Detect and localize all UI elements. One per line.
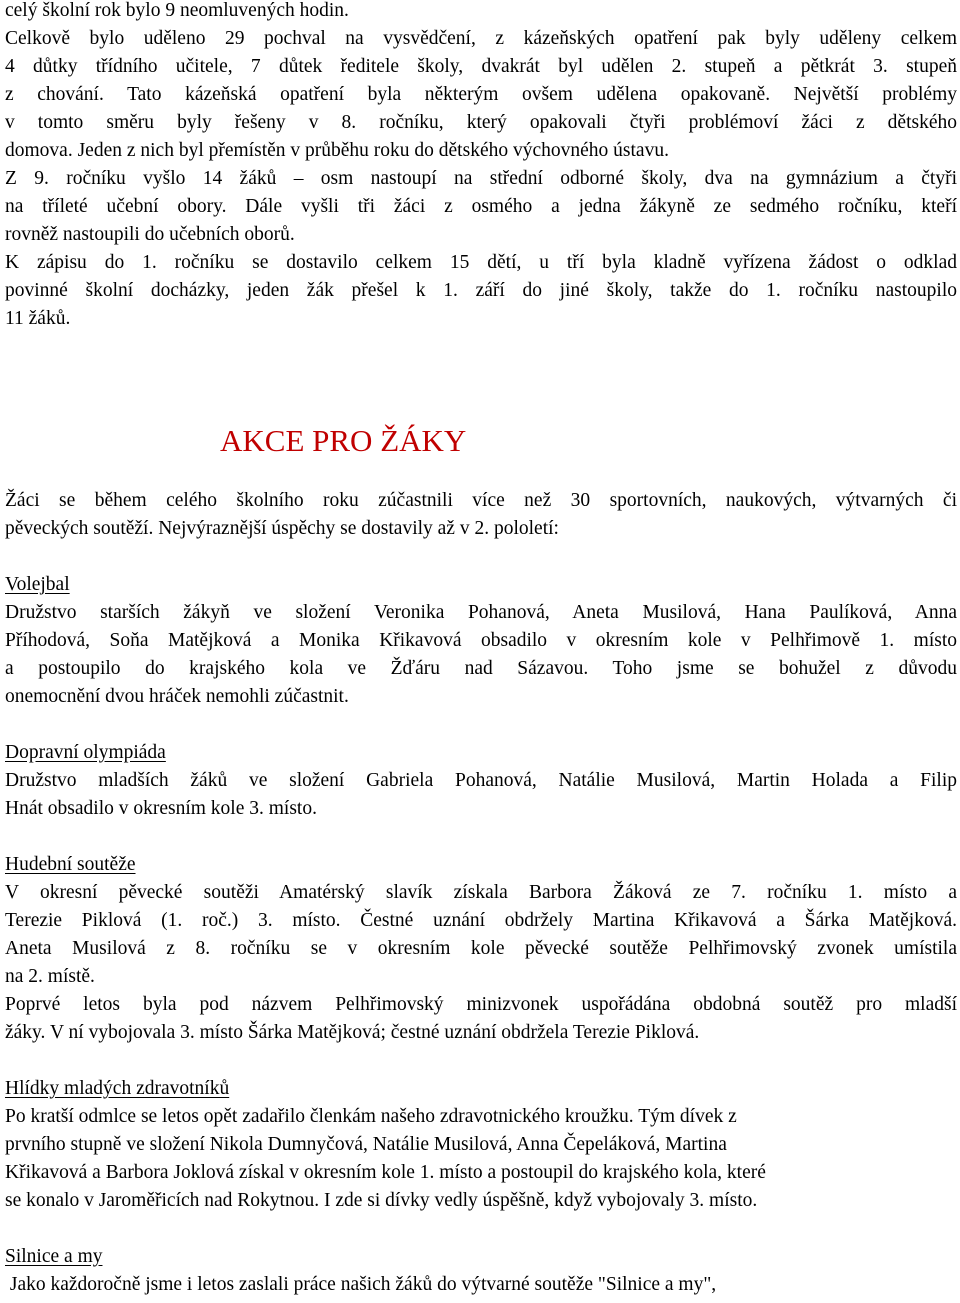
subsection-title-silnice-a-my: Silnice a my (5, 1246, 103, 1267)
subsection-title-hlidky: Hlídky mladých zdravotníků (5, 1078, 230, 1099)
text-line: žáky. V ní vybojovala 3. místo Šárka Matějková; čestné uznání obdržela Terezie Piklová. (5, 1022, 700, 1043)
text-line: povinné školní docházky, jeden žák přešel k 1. září do jiné školy, takže do 1. ročníku nastoupilo (5, 280, 957, 301)
text-line: na tříleté učební obory. Dále vyšli tři žáci z osmého a jedna žákyně ze sedmého ročníku, kteří (5, 196, 957, 217)
text-line: Žáci se během celého školního roku zúčastnili více než 30 sportovních, naukových, výtvarných či (5, 490, 957, 511)
text-line: 4 důtky třídního učitele, 7 důtek ředitele školy, dvakrát byl udělen 2. stupeň a pětkrát 3. stupeň (5, 56, 957, 77)
text-line: K zápisu do 1. ročníku se dostavilo celkem 15 dětí, u tří byla kladně vyřízena žádost o odklad (5, 252, 957, 273)
text-line: Po kratší odmlce se letos opět zadařilo členkám našeho zdravotnického kroužku. Tým dívek z (5, 1106, 737, 1127)
text-line: onemocnění dvou hráček nemohli zúčastnit. (5, 686, 349, 707)
text-line: Hnát obsadilo v okresním kole 3. místo. (5, 798, 317, 819)
text-line: rovněž nastoupili do učebních oborů. (5, 224, 295, 245)
subsection-title-dopravni-olympiada: Dopravní olympiáda (5, 742, 166, 763)
text-line: celý školní rok bylo 9 neomluvených hodin. (5, 0, 349, 21)
text-line: pěveckých soutěží. Nejvýraznější úspěchy se dostavily až v 2. pololetí: (5, 518, 559, 539)
section-heading: AKCE PRO ŽÁKY (220, 423, 467, 458)
text-line: se konalo v Jaroměřicích nad Rokytnou. I zde si dívky vedly úspěšně, když vybojovaly 3. místo. (5, 1190, 758, 1211)
text-line: Poprvé letos byla pod názvem Pelhřimovský minizvonek uspořádána obdobná soutěž pro mladší (5, 994, 957, 1015)
text-line: a postoupilo do krajského kola ve Žďáru nad Sázavou. Toho jsme se bohužel z důvodu (5, 658, 957, 679)
text-line: v tomto směru byly řešeny v 8. ročníku, který opakovali čtyři problémoví žáci z dětského (5, 112, 957, 133)
text-line: Celkově bylo uděleno 29 pochval na vysvědčení, z kázeňských opatření pak byly uděleny celkem (5, 28, 957, 49)
text-line: Z 9. ročníku vyšlo 14 žáků – osm nastoupí na střední odborné školy, dva na gymnázium a čtyři (5, 168, 957, 189)
text-line: Družstvo starších žákyň ve složení Veronika Pohanová, Aneta Musilová, Hana Paulíková, Anna (5, 602, 957, 623)
text-line: prvního stupně ve složení Nikola Dumnyčová, Natálie Musilová, Anna Čepeláková, Martina (5, 1134, 727, 1155)
text-line: Aneta Musilová z 8. ročníku se v okresním kole pěvecké soutěže Pelhřimovský zvonek umístila (5, 938, 957, 959)
text-line: Příhodová, Soňa Matějková a Monika Křikavová obsadilo v okresním kole v Pelhřimově 1. místo (5, 630, 957, 651)
text-line: Křikavová a Barbora Joklová získal v okresním kole 1. místo a postoupil do krajského kola, které (5, 1162, 766, 1183)
subsection-title-hudebni-souteze: Hudební soutěže (5, 854, 136, 875)
text-line: Terezie Piklová (1. roč.) 3. místo. Čestné uznání obdržely Martina Křikavová a Šárka Matějková. (5, 910, 957, 931)
subsection-title-volejbal: Volejbal (5, 574, 70, 595)
text-line: V okresní pěvecké soutěži Amatérský slavík získala Barbora Žáková ze 7. ročníku 1. místo a (5, 882, 957, 903)
text-line: z chování. Tato kázeňská opatření byla některým ovšem udělena opakovaně. Největší problémy (5, 84, 957, 105)
text-line: domova. Jeden z nich byl přemístěn v průběhu roku do dětského výchovného ústavu. (5, 140, 669, 161)
text-line: Družstvo mladších žáků ve složení Gabriela Pohanová, Natálie Musilová, Martin Holada a Filip (5, 770, 957, 791)
text-line: 11 žáků. (5, 308, 71, 329)
text-line: Jako každoročně jsme i letos zaslali práce našich žáků do výtvarné soutěže "Silnice a my", (5, 1274, 717, 1295)
text-line: na 2. místě. (5, 966, 95, 987)
